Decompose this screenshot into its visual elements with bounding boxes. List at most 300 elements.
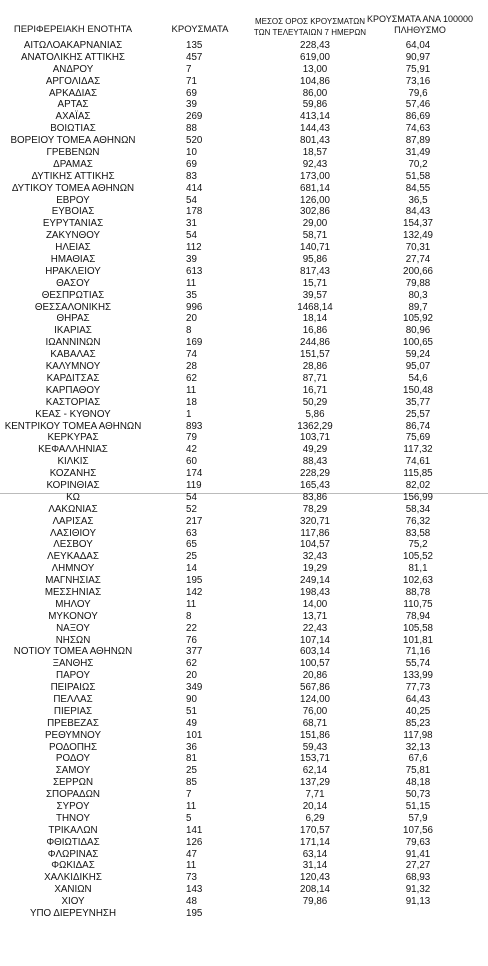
region-name: ΜΑΓΝΗΣΙΑΣ <box>45 575 101 587</box>
region-name: ΤΡΙΚΑΛΩΝ <box>48 824 98 836</box>
seven-day-average-value: 320,71 <box>300 515 330 527</box>
region-name: ΘΕΣΣΑΛΟΝΙΚΗΣ <box>34 301 112 313</box>
table-row <box>0 171 488 183</box>
region-name: ΑΡΚΑΔΙΑΣ <box>49 87 97 99</box>
region-name: ΚΑΡΠΑΘΟΥ <box>45 384 101 396</box>
per-100k-value: 40,25 <box>405 705 431 717</box>
cases-value: 47 <box>186 848 197 860</box>
seven-day-average-value: 173,00 <box>300 170 330 182</box>
seven-day-average-value: 103,71 <box>300 432 330 444</box>
table-row <box>0 456 488 468</box>
table-row <box>0 860 488 872</box>
region-name: ΠΡΕΒΕΖΑΣ <box>47 717 99 729</box>
per-100k-value: 107,56 <box>403 824 433 836</box>
cases-value: 28 <box>186 361 197 373</box>
per-100k-value: 32,13 <box>405 741 431 753</box>
seven-day-average-value: 1468,14 <box>297 301 333 313</box>
cases-value: 35 <box>186 289 197 301</box>
table-row <box>0 825 488 837</box>
region-name: ΑΡΓΟΛΙΔΑΣ <box>45 75 101 87</box>
per-100k-value: 67,6 <box>408 753 428 765</box>
region-name: ΑΡΤΑΣ <box>57 99 89 111</box>
per-100k-value: 100,65 <box>403 337 433 349</box>
per-100k-value: 68,93 <box>405 872 431 884</box>
cases-value: 893 <box>186 420 203 432</box>
cases-value: 90 <box>186 693 197 705</box>
cases-value: 8 <box>186 610 192 622</box>
cases-value: 85 <box>186 777 197 789</box>
region-name: ΝΗΣΩΝ <box>55 634 91 646</box>
per-100k-value: 74,63 <box>405 123 431 135</box>
table-row <box>0 40 488 52</box>
table-row <box>0 254 488 266</box>
cases-value: 88 <box>186 123 197 135</box>
seven-day-average-value: 104,57 <box>300 539 330 551</box>
cases-value: 79 <box>186 432 197 444</box>
region-name: ΙΩΑΝΝΙΝΩΝ <box>45 337 101 349</box>
region-name: ΚΟΖΑΝΗΣ <box>49 468 97 480</box>
table-row <box>0 468 488 480</box>
per-100k-value: 70,2 <box>408 158 428 170</box>
per-100k-value: 150,48 <box>403 384 433 396</box>
seven-day-average-column-header: ΜΕΣΟΣ ΟΡΟΣ ΚΡΟΥΣΜΑΤΩΝ ΤΩΝ ΤΕΛΕΥΤΑΙΩΝ 7 ΗΜΕΡΩΝ <box>253 17 367 37</box>
region-name: ΠΑΡΟΥ <box>56 670 90 682</box>
seven-day-average-value: 32,43 <box>302 551 328 563</box>
region-name: ΛΕΥΚΑΔΑΣ <box>47 551 99 563</box>
region-name: ΚΑΡΔΙΤΣΑΣ <box>46 372 100 384</box>
region-name: ΣΥΡΟΥ <box>56 801 90 812</box>
per-100k-value: 59,24 <box>405 349 431 361</box>
region-name: ΧΑΛΚΙΔΙΚΗΣ <box>44 872 102 884</box>
region-name: ΗΡΑΚΛΕΙΟΥ <box>45 265 101 277</box>
cases-value: 126 <box>186 836 203 848</box>
table-row <box>0 528 488 540</box>
cases-value: 457 <box>186 51 203 63</box>
table-row <box>0 801 488 813</box>
table-row <box>0 361 488 373</box>
table-row <box>0 421 488 433</box>
region-name: ΣΕΡΡΩΝ <box>52 777 94 789</box>
region-name: ΦΛΩΡΙΝΑΣ <box>47 848 99 860</box>
per-100k-value: 27,74 <box>405 254 431 266</box>
cases-value: 174 <box>186 468 203 480</box>
table-row <box>0 349 488 361</box>
seven-day-average-value: 59,86 <box>302 99 328 111</box>
table-row <box>0 635 488 647</box>
seven-day-average-value: 95,86 <box>302 254 328 266</box>
per-100k-value: 27,27 <box>405 860 431 872</box>
seven-day-average-value: 13,71 <box>302 610 328 622</box>
per-100k-value: 51,15 <box>405 801 431 812</box>
seven-day-average-value: 16,86 <box>302 325 328 337</box>
region-name: ΚΕΝΤΡΙΚΟΥ ΤΟΜΕΑ ΑΘΗΝΩΝ <box>4 420 142 432</box>
region-name: ΒΟΡΕΙΟΥ ΤΟΜΕΑ ΑΘΗΝΩΝ <box>10 135 136 147</box>
region-name: ΛΑΣΙΘΙΟΥ <box>49 527 97 539</box>
region-name: ΔΡΑΜΑΣ <box>53 158 93 170</box>
table-row <box>0 88 488 100</box>
cases-value: 613 <box>186 265 203 277</box>
table-row <box>0 670 488 682</box>
table-row <box>0 480 488 492</box>
table-row <box>0 290 488 302</box>
table-row <box>0 682 488 694</box>
seven-day-average-value: 126,00 <box>300 194 330 206</box>
table-row <box>0 575 488 587</box>
per-100k-value: 117,98 <box>403 729 433 741</box>
per-100k-value: 83,58 <box>405 527 431 539</box>
seven-day-average-value: 92,43 <box>302 158 328 170</box>
per-100k-value: 87,89 <box>405 135 431 147</box>
seven-day-average-value: 31,14 <box>302 860 328 872</box>
region-name: ΛΗΜΝΟΥ <box>51 563 95 575</box>
per-100k-value: 78,94 <box>405 610 431 622</box>
table-row <box>0 872 488 884</box>
table-row <box>0 504 488 516</box>
per-100k-value: 48,18 <box>405 777 431 789</box>
per-100k-column-header: ΚΡΟΥΣΜΑΤΑ ΑΝΑ 100000 ΠΛΗΘΥΣΜΟ <box>367 14 473 35</box>
cases-value: 25 <box>186 765 197 777</box>
seven-day-average-value: 76,00 <box>302 705 328 717</box>
region-name: ΚΑΛΥΜΝΟΥ <box>45 361 101 373</box>
table-row <box>0 718 488 730</box>
table-row <box>0 706 488 718</box>
table-row <box>0 444 488 456</box>
seven-day-average-value: 50,29 <box>302 396 328 408</box>
per-100k-value: 36,5 <box>408 194 428 206</box>
per-100k-value: 64,43 <box>405 693 431 705</box>
table-row <box>0 230 488 242</box>
region-name: ΚΩ <box>66 491 80 503</box>
table-row <box>0 587 488 599</box>
cases-value: 520 <box>186 135 203 147</box>
cases-value: 112 <box>186 242 202 254</box>
seven-day-average-value: 16,71 <box>302 384 328 396</box>
region-name: ΡΕΘΥΜΝΟΥ <box>45 729 101 741</box>
region-name: ΚΙΛΚΙΣ <box>57 456 89 468</box>
cases-value: 5 <box>186 812 192 824</box>
region-name: ΠΕΙΡΑΙΩΣ <box>50 682 96 694</box>
seven-day-average-value: 603,14 <box>300 646 330 658</box>
cases-value: 62 <box>186 658 197 670</box>
cases-value: 54 <box>186 491 197 503</box>
seven-day-average-value: 817,43 <box>300 265 330 277</box>
per-100k-value: 81,1 <box>408 563 428 575</box>
seven-day-average-value: 170,57 <box>300 824 330 836</box>
seven-day-average-value: 619,00 <box>300 51 330 63</box>
cases-value: 54 <box>186 230 197 242</box>
per-100k-value: 91,13 <box>405 896 431 908</box>
table-row <box>0 242 488 254</box>
seven-day-average-value: 5,86 <box>305 408 325 420</box>
seven-day-average-value: 78,29 <box>302 503 328 515</box>
region-name: ΚΕΡΚΥΡΑΣ <box>47 432 99 444</box>
per-100k-value: 90,97 <box>405 51 431 63</box>
cases-value: 63 <box>186 527 197 539</box>
per-100k-value: 105,52 <box>403 551 433 563</box>
region-name: ΑΙΤΩΛΟΑΚΑΡΝΑΝΙΑΣ <box>23 40 123 51</box>
region-name: ΛΕΣΒΟΥ <box>53 539 93 551</box>
region-name: ΣΠΟΡΑΔΩΝ <box>45 789 101 801</box>
table-row <box>0 337 488 349</box>
region-name: ΜΕΣΣΗΝΙΑΣ <box>44 586 102 598</box>
table-row <box>0 159 488 171</box>
table-row <box>0 539 488 551</box>
seven-day-average-value: 151,86 <box>300 729 330 741</box>
cases-value: 143 <box>186 884 203 896</box>
per-100k-value: 102,63 <box>403 575 433 587</box>
table-row <box>0 694 488 706</box>
cases-value: 25 <box>186 551 197 563</box>
cases-value: 49 <box>186 717 197 729</box>
table-header <box>0 8 488 40</box>
seven-day-average-value: 171,14 <box>300 836 330 848</box>
seven-day-average-value: 7,71 <box>305 789 325 801</box>
table-row <box>0 52 488 64</box>
per-100k-value: 79,6 <box>408 87 428 99</box>
table-row <box>0 730 488 742</box>
seven-day-average-value: 100,57 <box>300 658 330 670</box>
per-100k-value: 73,16 <box>405 75 431 87</box>
per-100k-value: 91,41 <box>405 848 431 860</box>
seven-day-average-value: 20,86 <box>302 670 328 682</box>
per-100k-value: 132,49 <box>403 230 433 242</box>
region-column-header: ΠΕΡΙΦΕΡΕΙΑΚΗ ΕΝΟΤΗΤΑ <box>13 24 133 35</box>
per-100k-value: 75,2 <box>408 539 428 551</box>
region-name: ΜΥΚΟΝΟΥ <box>48 610 98 622</box>
seven-day-average-value: 228,29 <box>300 468 330 480</box>
table-row <box>0 658 488 670</box>
seven-day-average-value: 83,86 <box>302 491 328 503</box>
cases-value: 71 <box>186 75 197 87</box>
per-100k-value: 80,3 <box>408 289 428 301</box>
region-name: ΗΜΑΘΙΑΣ <box>50 254 96 266</box>
table-row <box>0 837 488 849</box>
region-name: ΝΑΞΟΥ <box>56 622 90 634</box>
per-100k-value: 75,69 <box>405 432 431 444</box>
seven-day-average-value: 28,86 <box>302 361 328 373</box>
table-row <box>0 884 488 896</box>
region-name: ΛΑΡΙΣΑΣ <box>52 515 94 527</box>
seven-day-average-value: 18,14 <box>302 313 328 325</box>
region-name: ΒΟΙΩΤΙΑΣ <box>50 123 96 135</box>
cases-value: 18 <box>186 396 197 408</box>
per-100k-value: 105,92 <box>403 313 433 325</box>
region-name: ΧΙΟΥ <box>61 896 85 908</box>
table-row <box>0 492 488 504</box>
region-name: ΦΩΚΙΔΑΣ <box>51 860 95 872</box>
region-name: ΥΠΟ ΔΙΕΡΕΥΝΗΣΗ <box>29 908 117 920</box>
per-100k-value: 88,78 <box>405 586 431 598</box>
cases-value: 169 <box>186 337 203 349</box>
per-100k-value: 57,9 <box>408 812 428 824</box>
table-row <box>0 147 488 159</box>
seven-day-average-value: 59,43 <box>302 741 328 753</box>
cases-value: 10 <box>186 147 197 159</box>
per-100k-value: 64,04 <box>405 40 431 51</box>
seven-day-average-value: 18,57 <box>302 147 328 159</box>
table-row <box>0 218 488 230</box>
per-100k-value: 75,91 <box>405 63 431 75</box>
per-100k-value: 76,32 <box>405 515 431 527</box>
table-row <box>0 753 488 765</box>
table-row <box>0 64 488 76</box>
cases-value: 414 <box>186 182 203 194</box>
cases-value: 178 <box>186 206 203 218</box>
cases-value: 14 <box>186 563 197 575</box>
seven-day-average-value: 62,14 <box>302 765 328 777</box>
region-name: ΚΑΣΤΟΡΙΑΣ <box>45 396 101 408</box>
seven-day-average-value: 19,29 <box>302 563 328 575</box>
cases-value: 269 <box>186 111 203 123</box>
seven-day-average-value: 13,00 <box>302 63 328 75</box>
seven-day-average-value: 124,00 <box>300 693 330 705</box>
seven-day-average-value: 49,29 <box>302 444 328 456</box>
region-name: ΘΗΡΑΣ <box>56 313 90 325</box>
per-100k-value: 105,58 <box>403 622 433 634</box>
seven-day-average-value: 302,86 <box>300 206 330 218</box>
region-name: ΕΒΡΟΥ <box>56 194 90 206</box>
table-row <box>0 849 488 861</box>
cases-value: 76 <box>186 634 197 646</box>
region-name: ΚΕΦΑΛΛΗΝΙΑΣ <box>38 444 108 456</box>
cases-value: 7 <box>186 789 192 801</box>
seven-day-average-value: 681,14 <box>300 182 330 194</box>
table-row <box>0 99 488 111</box>
cases-value: 11 <box>186 277 197 289</box>
cases-value: 217 <box>186 515 203 527</box>
per-100k-value: 25,57 <box>405 408 431 420</box>
region-name: ΘΕΣΠΡΩΤΙΑΣ <box>41 289 105 301</box>
cases-value: 52 <box>186 503 197 515</box>
cases-value: 69 <box>186 158 197 170</box>
cases-value: 36 <box>186 741 197 753</box>
region-name: ΙΚΑΡΙΑΣ <box>54 325 92 337</box>
region-name: ΔΥΤΙΚΟΥ ΤΟΜΕΑ ΑΘΗΝΩΝ <box>11 182 135 194</box>
per-100k-value: 35,77 <box>405 396 431 408</box>
per-100k-value: 86,74 <box>405 420 431 432</box>
seven-day-average-value: 88,43 <box>302 456 328 468</box>
per-100k-value: 71,16 <box>405 646 431 658</box>
seven-day-average-value: 58,71 <box>302 230 328 242</box>
seven-day-average-value: 140,71 <box>300 242 330 254</box>
per-100k-value: 154,37 <box>403 218 433 230</box>
per-100k-value: 86,69 <box>405 111 431 123</box>
region-name: ΚΕΑΣ - ΚΥΘΝΟΥ <box>35 408 111 420</box>
table-row <box>0 646 488 658</box>
cases-value: 81 <box>186 753 197 765</box>
cases-value: 135 <box>186 40 203 51</box>
table-row <box>0 908 488 920</box>
table-row <box>0 623 488 635</box>
table-row <box>0 896 488 908</box>
seven-day-average-value: 137,29 <box>300 777 330 789</box>
seven-day-average-value: 22,43 <box>302 622 328 634</box>
per-100k-value: 133,99 <box>403 670 433 682</box>
region-name: ΠΙΕΡΙΑΣ <box>53 705 93 717</box>
cases-value: 8 <box>186 325 192 337</box>
seven-day-average-value: 244,86 <box>300 337 330 349</box>
cases-value: 11 <box>186 860 197 872</box>
table-row <box>0 551 488 563</box>
cases-value: 195 <box>186 908 203 920</box>
cases-value: 42 <box>186 444 197 456</box>
region-name: ΚΑΒΑΛΑΣ <box>50 349 96 361</box>
seven-day-average-value: 1362,29 <box>297 420 333 432</box>
table-body <box>0 40 488 920</box>
region-name: ΓΡΕΒΕΝΩΝ <box>46 147 100 159</box>
region-name: ΗΛΕΙΑΣ <box>55 242 91 254</box>
table-row <box>0 599 488 611</box>
table-row <box>0 563 488 575</box>
seven-day-average-value: 567,86 <box>300 682 330 694</box>
cases-value: 20 <box>186 313 197 325</box>
table-row <box>0 516 488 528</box>
region-name: ΡΟΔΟΥ <box>55 753 91 765</box>
region-name: ΕΥΒΟΙΑΣ <box>51 206 95 218</box>
per-100k-value: 115,85 <box>403 468 433 480</box>
cases-value: 69 <box>186 87 197 99</box>
table-row <box>0 765 488 777</box>
cases-value: 349 <box>186 682 203 694</box>
per-100k-value: 156,99 <box>403 491 433 503</box>
per-100k-value: 79,63 <box>405 836 431 848</box>
table-row <box>0 777 488 789</box>
per-100k-value: 79,88 <box>405 277 431 289</box>
region-name: ΔΥΤΙΚΗΣ ΑΤΤΙΚΗΣ <box>31 170 115 182</box>
table-row <box>0 195 488 207</box>
seven-day-average-value: 107,14 <box>300 634 330 646</box>
region-name: ΤΗΝΟΥ <box>56 812 90 824</box>
cases-value: 39 <box>186 99 197 111</box>
region-name: ΑΝΑΤΟΛΙΚΗΣ ΑΤΤΙΚΗΣ <box>21 51 125 63</box>
table-row <box>0 302 488 314</box>
per-100k-value: 74,61 <box>405 456 431 468</box>
seven-day-average-value: 39,57 <box>302 289 328 301</box>
cases-value: 39 <box>186 254 197 266</box>
cases-value: 31 <box>186 218 197 230</box>
per-100k-value: 70,31 <box>405 242 431 254</box>
per-100k-value: 110,75 <box>403 598 433 610</box>
seven-day-average-value: 120,43 <box>300 872 330 884</box>
seven-day-average-value: 6,29 <box>305 812 325 824</box>
table-row <box>0 813 488 825</box>
table-row <box>0 135 488 147</box>
table-row <box>0 397 488 409</box>
region-name: ΕΥΡΥΤΑΝΙΑΣ <box>42 218 104 230</box>
region-name: ΦΘΙΩΤΙΔΑΣ <box>46 836 100 848</box>
cases-value: 7 <box>186 63 192 75</box>
region-name: ΛΑΚΩΝΙΑΣ <box>48 503 98 515</box>
per-100k-value: 55,74 <box>405 658 431 670</box>
per-100k-value: 80,96 <box>405 325 431 337</box>
region-name: ΞΑΝΘΗΣ <box>52 658 94 670</box>
table-row <box>0 432 488 444</box>
table-row <box>0 325 488 337</box>
cases-value: 62 <box>186 372 197 384</box>
region-name: ΘΑΣΟΥ <box>56 277 90 289</box>
cases-value: 101 <box>186 729 203 741</box>
cases-value: 83 <box>186 170 197 182</box>
seven-day-average-value: 249,14 <box>300 575 330 587</box>
region-name: ΚΟΡΙΝΘΙΑΣ <box>46 479 100 491</box>
seven-day-average-value: 87,71 <box>302 372 328 384</box>
seven-day-average-value: 165,43 <box>300 479 330 491</box>
table-row <box>0 742 488 754</box>
seven-day-average-value: 144,43 <box>300 123 330 135</box>
seven-day-average-value: 63,14 <box>302 848 328 860</box>
region-name: ΑΝΔΡΟΥ <box>52 63 94 75</box>
region-name: ΧΑΝΙΩΝ <box>54 884 92 896</box>
